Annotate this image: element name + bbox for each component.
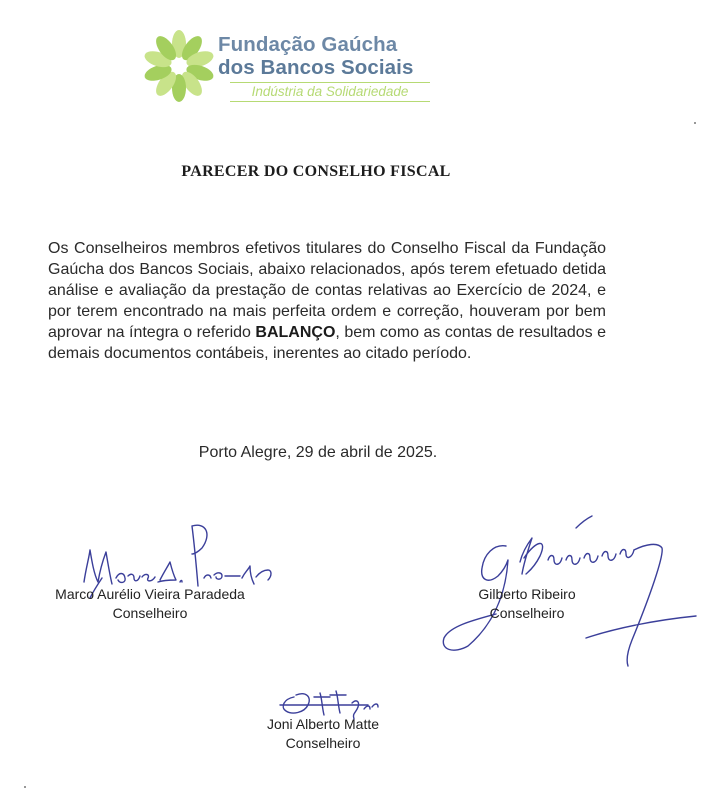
signatory-role: Conselheiro xyxy=(285,735,361,751)
place-and-date: Porto Alegre, 29 de abril de 2025. xyxy=(198,444,438,461)
paragraph-text-start: Os Conselheiros membros efetivos titulares do Conselho Fiscal da Fundação Gaúcha dos Bancos Sociais, abaixo relacionados, após terem efetuado detida análise e avaliação da prestação de contas relativas ao Exercício de 2024, e por terem encontrado na mais perfeita ordem e correção, houveram por bem aprovar na íntegra o referido xyxy=(48,240,606,341)
organization-name-line1: Fundação Gaúcha xyxy=(218,33,398,56)
scan-speck xyxy=(694,122,696,124)
signatory-block-1 xyxy=(40,585,260,623)
flower-logo-icon xyxy=(142,28,218,104)
signatory-block-2 xyxy=(462,585,592,623)
paragraph-bold-term: BALANÇO xyxy=(255,324,336,341)
paragraph-text-end: , bem como as contas de resultados e demais documentos contábeis, inerentes ao citado período. xyxy=(48,324,607,362)
organization-tagline: Indústria da Solidariedade xyxy=(251,84,409,99)
signatory-name: Marco Aurélio Vieira Paradeda xyxy=(55,586,245,602)
signatory-role: Conselheiro xyxy=(489,605,565,621)
document-title: PARECER DO CONSELHO FISCAL xyxy=(181,163,451,180)
opinion-paragraph xyxy=(48,238,606,364)
letterhead-logo xyxy=(142,28,442,106)
scan-speck xyxy=(24,786,26,788)
signatory-name: Gilberto Ribeiro xyxy=(478,586,576,602)
tagline-rule-bottom xyxy=(230,101,430,102)
signatory-role: Conselheiro xyxy=(112,605,188,621)
organization-name-line2: dos Bancos Sociais xyxy=(218,56,414,79)
signatory-name: Joni Alberto Matte xyxy=(266,716,380,732)
signatory-block-3 xyxy=(248,715,398,753)
